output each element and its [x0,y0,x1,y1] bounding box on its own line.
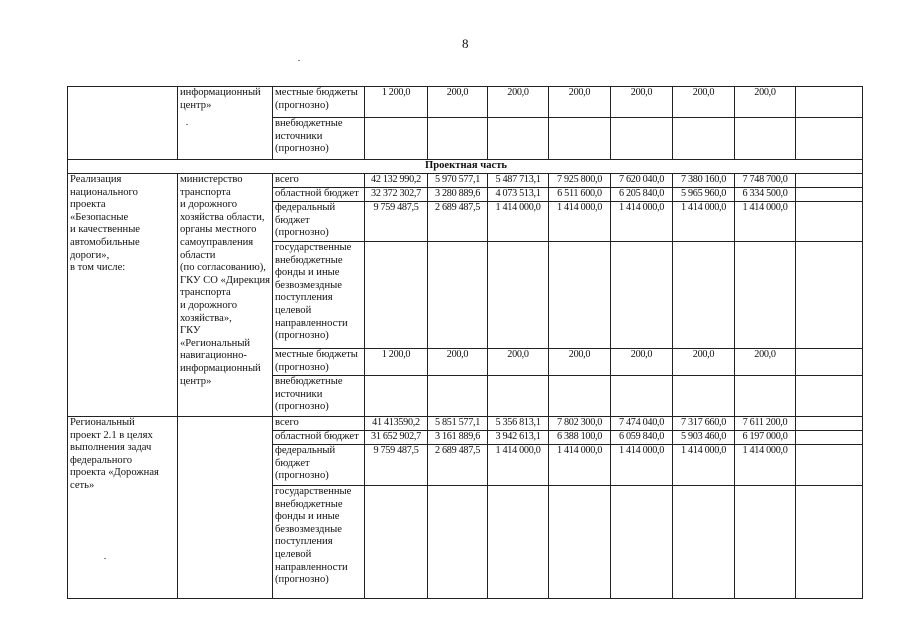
measure-name-cell: Региональный проект 2.1 в целях выполнения задач федерального проекта «Дорожная сеть» [68,417,178,599]
measure-name-cell [68,87,178,160]
section-title: Проектная часть [68,160,863,174]
value-cell: 200,0 [735,87,796,118]
funding-table [67,86,863,599]
table-row [68,417,863,431]
value-cell: 41 413590,2 [365,417,428,431]
value-cell [428,376,488,417]
funding-source-cell: государственные внебюджетные фонды и иные безвозмездные поступления целевой направленности (прогнозно) [273,242,365,349]
value-cell: 7 611 200,0 [735,417,796,431]
scan-speck [298,60,300,61]
value-cell [549,376,611,417]
value-cell: 200,0 [428,87,488,118]
value-cell: 1 414 000,0 [549,202,611,242]
section-row [68,160,863,174]
value-cell [796,174,863,188]
value-cell: 5 970 577,1 [428,174,488,188]
value-cell: 200,0 [611,87,673,118]
value-cell: 9 759 487,5 [365,202,428,242]
value-cell: 31 652 902,7 [365,431,428,445]
value-cell: 7 317 660,0 [673,417,735,431]
value-cell [549,242,611,349]
value-cell [796,417,863,431]
value-cell [673,486,735,599]
funding-source-cell: внебюджетные источники (прогнозно) [273,118,365,160]
funding-table-body [68,87,863,599]
value-cell [796,376,863,417]
table-row [68,174,863,188]
value-cell: 4 073 513,1 [488,188,549,202]
value-cell: 32 372 302,7 [365,188,428,202]
value-cell [611,486,673,599]
value-cell [365,118,428,160]
value-cell: 6 388 100,0 [549,431,611,445]
value-cell [796,486,863,599]
value-cell [796,87,863,118]
value-cell: 3 161 889,6 [428,431,488,445]
value-cell: 3 942 613,1 [488,431,549,445]
funding-source-cell: всего [273,417,365,431]
value-cell [611,242,673,349]
value-cell: 7 748 700,0 [735,174,796,188]
value-cell: 200,0 [549,87,611,118]
value-cell [488,486,549,599]
value-cell [735,486,796,599]
value-cell: 200,0 [611,349,673,376]
value-cell: 200,0 [549,349,611,376]
executor-cell [178,417,273,599]
value-cell [673,118,735,160]
funding-source-cell: местные бюджеты (прогнозно) [273,349,365,376]
value-cell: 7 620 040,0 [611,174,673,188]
value-cell: 3 280 889,6 [428,188,488,202]
value-cell: 9 759 487,5 [365,445,428,486]
value-cell [796,445,863,486]
value-cell: 1 414 000,0 [488,202,549,242]
value-cell: 7 925 800,0 [549,174,611,188]
value-cell: 1 414 000,0 [611,445,673,486]
value-cell: 6 511 600,0 [549,188,611,202]
value-cell [796,188,863,202]
value-cell [488,118,549,160]
value-cell [796,242,863,349]
value-cell [428,242,488,349]
value-cell [673,376,735,417]
value-cell: 7 474 040,0 [611,417,673,431]
executor-cell: информационный центр» [178,87,273,160]
value-cell: 200,0 [488,87,549,118]
value-cell [365,242,428,349]
value-cell: 200,0 [735,349,796,376]
funding-source-cell: областной бюджет [273,431,365,445]
value-cell: 6 334 500,0 [735,188,796,202]
value-cell: 5 487 713,1 [488,174,549,188]
value-cell [735,242,796,349]
value-cell: 6 059 840,0 [611,431,673,445]
value-cell: 1 414 000,0 [735,445,796,486]
value-cell: 5 965 960,0 [673,188,735,202]
funding-source-cell: всего [273,174,365,188]
value-cell [488,376,549,417]
executor-cell: министерство транспорта и дорожного хозяйства области, органы местного самоуправления области (по согласованию), ГКУ СО «Дирекция транспорта и дорожного хозяйства», ГКУ «Региональный навигационно- информационный центр» [178,174,273,417]
value-cell [549,118,611,160]
value-cell [796,431,863,445]
value-cell [673,242,735,349]
value-cell: 2 689 487,5 [428,202,488,242]
funding-source-cell: государственные внебюджетные фонды и иные безвозмездные поступления целевой направленности (прогнозно) [273,486,365,599]
value-cell: 1 200,0 [365,349,428,376]
table-row [68,87,863,118]
value-cell: 5 903 460,0 [673,431,735,445]
value-cell [611,118,673,160]
value-cell [735,376,796,417]
value-cell: 1 414 000,0 [488,445,549,486]
value-cell: 1 200,0 [365,87,428,118]
value-cell: 5 851 577,1 [428,417,488,431]
page-number: 8 [462,36,469,51]
value-cell: 1 414 000,0 [673,445,735,486]
value-cell: 6 205 840,0 [611,188,673,202]
value-cell: 42 132 990,2 [365,174,428,188]
funding-source-cell: областной бюджет [273,188,365,202]
funding-source-cell: федеральный бюджет (прогнозно) [273,445,365,486]
value-cell [428,118,488,160]
value-cell [796,118,863,160]
value-cell [488,242,549,349]
value-cell: 7 380 160,0 [673,174,735,188]
value-cell [428,486,488,599]
funding-source-cell: федеральный бюджет (прогнозно) [273,202,365,242]
value-cell [611,376,673,417]
value-cell: 200,0 [428,349,488,376]
value-cell [796,349,863,376]
value-cell: 1 414 000,0 [549,445,611,486]
value-cell: 200,0 [673,87,735,118]
funding-source-cell: местные бюджеты (прогнозно) [273,87,365,118]
value-cell [735,118,796,160]
value-cell [796,202,863,242]
measure-name-cell: Реализация национального проекта «Безопасные и качественные автомобильные дороги», в том числе: [68,174,178,417]
value-cell [365,486,428,599]
value-cell: 200,0 [673,349,735,376]
value-cell: 2 689 487,5 [428,445,488,486]
value-cell: 1 414 000,0 [611,202,673,242]
value-cell: 1 414 000,0 [673,202,735,242]
funding-source-cell: внебюджетные источники (прогнозно) [273,376,365,417]
value-cell: 6 197 000,0 [735,431,796,445]
value-cell: 7 802 300,0 [549,417,611,431]
value-cell: 200,0 [488,349,549,376]
value-cell: 1 414 000,0 [735,202,796,242]
value-cell [365,376,428,417]
value-cell [549,486,611,599]
value-cell: 5 356 813,1 [488,417,549,431]
